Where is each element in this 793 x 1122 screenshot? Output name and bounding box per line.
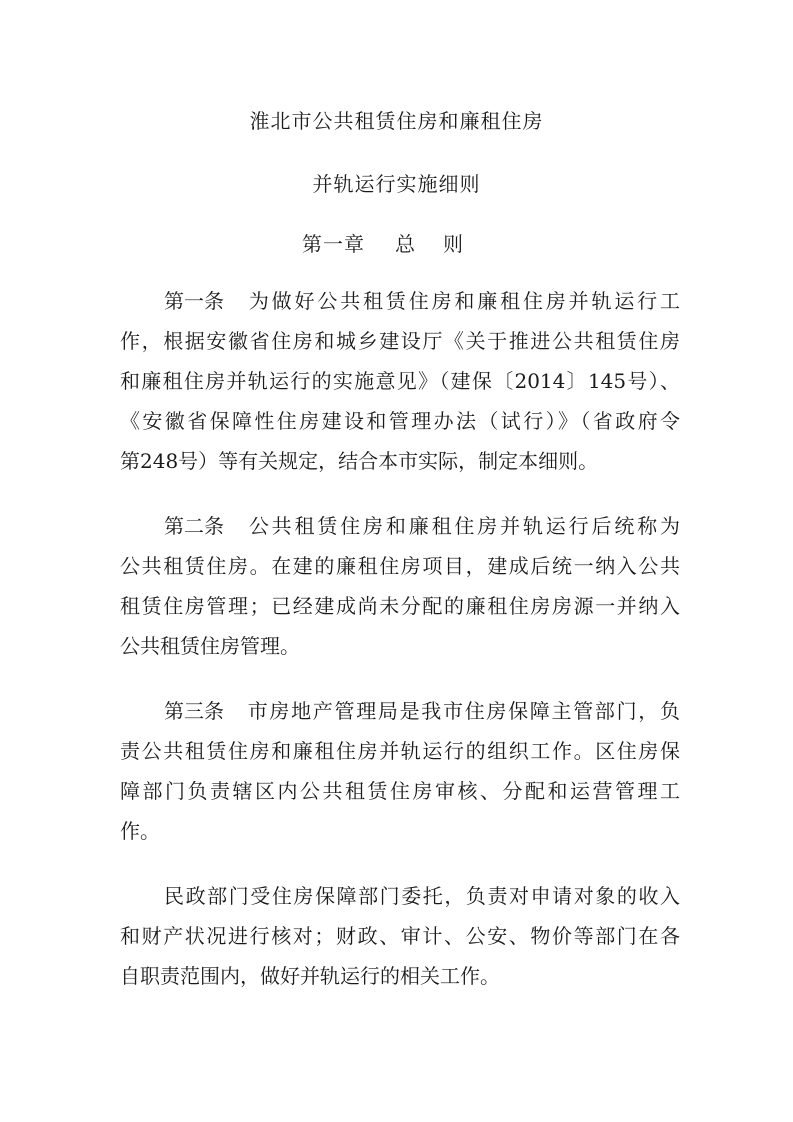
paragraph-line: 公共租赁住房。在建的廉租住房项目，建成后统一纳入公共 — [120, 554, 680, 578]
article-label: 第二条 — [164, 514, 224, 538]
paragraph-line: 作。 — [120, 819, 160, 843]
paragraph-line: 第三条 市房地产管理局是我市住房保障主管部门，负 — [120, 691, 680, 731]
paragraph-line: 第二条 公共租赁住房和廉租住房并轨运行后统称为 — [120, 506, 680, 546]
chapter-name: 总则 — [395, 232, 491, 256]
article-label: 第一条 — [164, 289, 224, 313]
paragraph-line: 民政部门受住房保障部门委托，负责对申请对象的收入 — [164, 884, 680, 908]
chapter-number: 第一章 — [302, 232, 365, 256]
document-title-line-2: 并轨运行实施细则 — [312, 172, 481, 196]
paragraph-line: 《安徽省保障性住房建设和管理办法（试行）》（省政府令 — [120, 409, 680, 433]
paragraph-line: 和财产状况进行核对；财政、审计、公安、物价等部门在各 — [120, 924, 680, 948]
paragraph-line: 责公共租赁住房和廉租住房并轨运行的组织工作。区住房保 — [120, 739, 680, 763]
chapter-heading — [0, 228, 793, 257]
paragraph-line: 障部门负责辖区内公共租赁住房审核、分配和运营管理工 — [120, 779, 680, 803]
paragraph-line: 公共租赁住房管理。 — [120, 634, 300, 658]
paragraph-line: 第一条 为做好公共租赁住房和廉租住房并轨运行工 — [120, 281, 680, 321]
article-paragraph — [120, 691, 680, 851]
article-paragraph — [120, 506, 680, 666]
paragraph-line: 第248号）等有关规定，结合本市实际，制定本细则。 — [120, 449, 599, 473]
paragraph-line: 租赁住房管理；已经建成尚未分配的廉租住房房源一并纳入 — [120, 594, 680, 618]
article-paragraph — [120, 281, 680, 481]
article-label: 第三条 — [164, 699, 224, 723]
paragraph-line: 和廉租住房并轨运行的实施意见》（建保〔2014〕145号）、 — [120, 369, 680, 393]
paragraph-line: 作，根据安徽省住房和城乡建设厅《关于推进公共租赁住房 — [120, 329, 680, 353]
paragraph-line: 自职责范围内，做好并轨运行的相关工作。 — [120, 964, 500, 988]
document-title-line-1: 淮北市公共租赁住房和廉租住房 — [249, 109, 544, 133]
body-paragraph — [120, 876, 680, 996]
